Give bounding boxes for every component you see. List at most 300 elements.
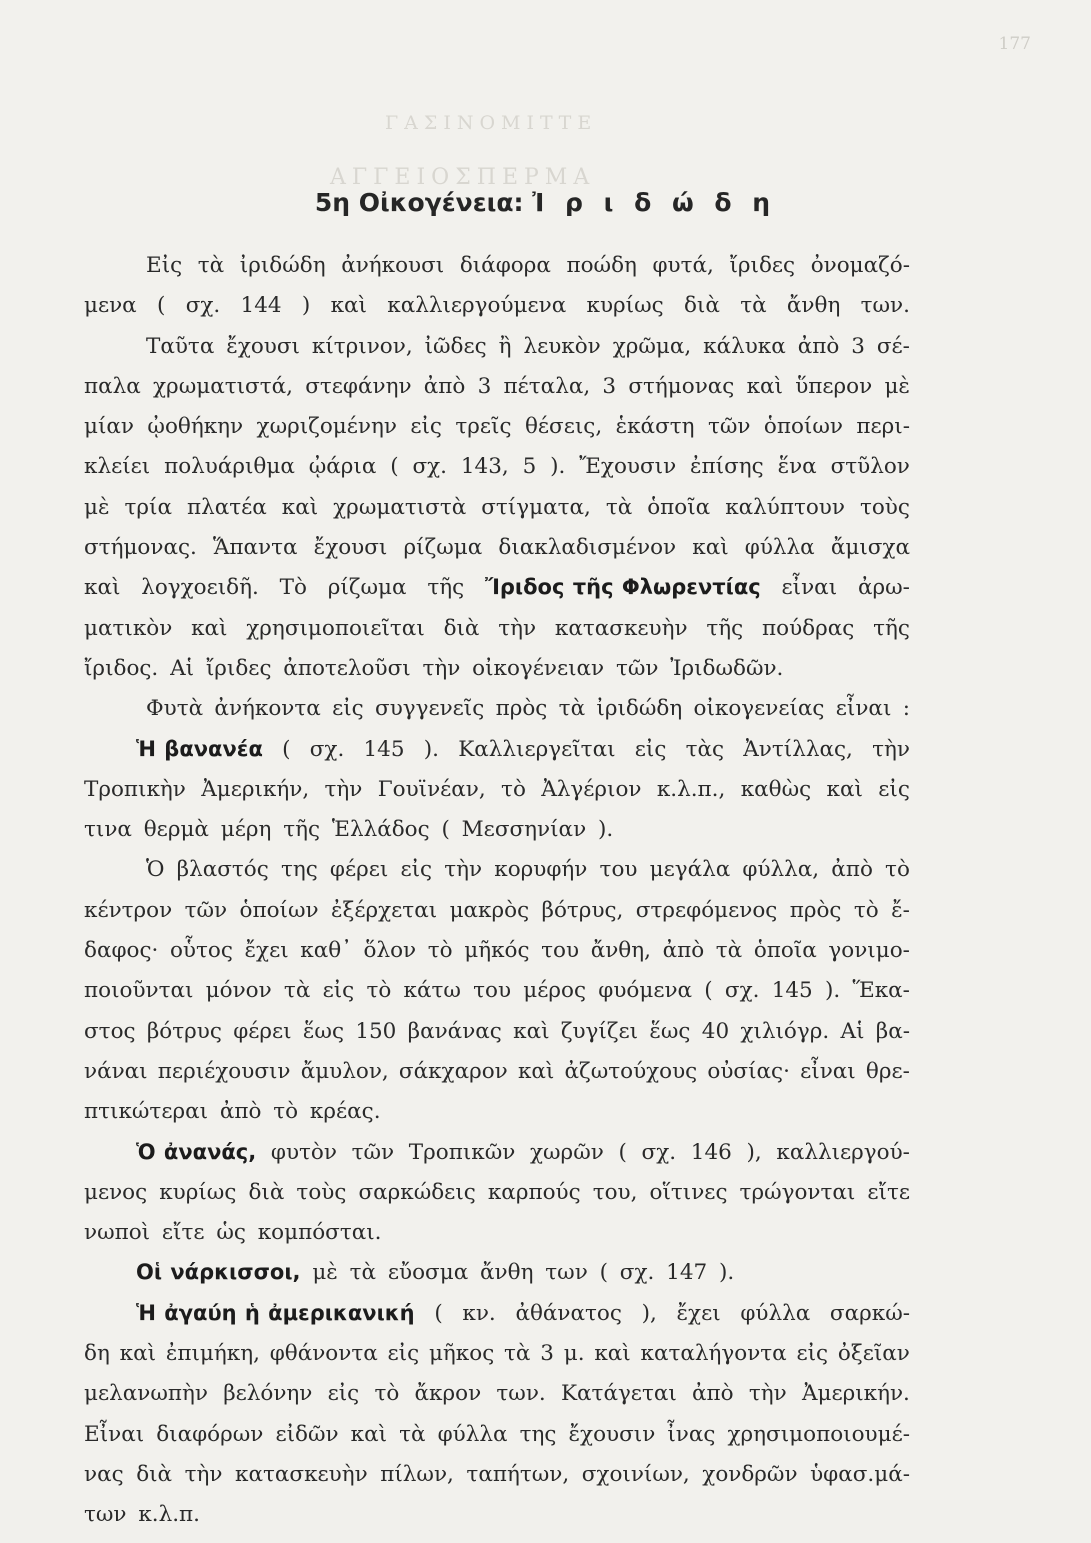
- word: στήμονας: [628, 373, 735, 399]
- word: τὴν: [184, 1461, 223, 1487]
- word: μίαν: [84, 414, 134, 440]
- word: ἢ: [498, 333, 512, 359]
- word: τοὺς: [296, 1179, 347, 1205]
- word: ὁποῖα: [647, 494, 711, 520]
- word: καὶ: [517, 1058, 555, 1084]
- word: ἴριδος.: [84, 655, 159, 681]
- word: μέρος: [523, 978, 587, 1004]
- word: ὁποίων: [763, 414, 843, 440]
- word: μῆκος: [428, 1341, 495, 1367]
- word: περι-: [856, 414, 910, 440]
- word: καὶ: [330, 293, 367, 319]
- word: ).: [824, 978, 841, 1004]
- word: εἰς: [322, 978, 355, 1004]
- word: 3: [477, 373, 492, 399]
- word: τὰ: [399, 1421, 426, 1447]
- text-line: [84, 253, 910, 293]
- word: καλύπτουν: [725, 494, 845, 520]
- text-line: [84, 857, 910, 897]
- word: τὰ: [605, 494, 633, 520]
- word: του: [599, 857, 638, 883]
- word: χωρῶν: [530, 1139, 604, 1165]
- word: οἰκογενείας: [693, 696, 825, 722]
- text-line: [84, 1301, 910, 1341]
- text-line: [84, 575, 910, 615]
- text-line: [84, 737, 910, 777]
- word: ἀπὸ: [831, 857, 873, 883]
- word: κυρίως: [159, 1179, 237, 1205]
- word: κλείει: [84, 454, 151, 480]
- word: ἰριδώδη: [239, 253, 326, 278]
- word: ).: [597, 817, 614, 843]
- word: θέσεις,: [524, 414, 603, 440]
- word: ),: [746, 1139, 762, 1165]
- text-line: [84, 1099, 910, 1139]
- word: λογχοειδῆ.: [141, 575, 259, 601]
- word: ὁποίων: [239, 897, 319, 923]
- word: Ἅπαντα: [212, 535, 298, 561]
- text-line: [84, 293, 910, 333]
- word: ὅλον: [363, 938, 417, 964]
- word: τὰ: [715, 938, 743, 964]
- word: ὑφασ.μά-: [810, 1461, 910, 1487]
- word: πούδρας: [762, 615, 855, 641]
- word: τοὺς: [859, 494, 910, 520]
- word: κατασκευὴν: [554, 615, 688, 641]
- word: φυόμενα: [598, 978, 693, 1004]
- word: ἕως: [649, 1018, 691, 1044]
- word: εἴτε: [161, 1220, 205, 1246]
- text-line: [84, 414, 910, 454]
- word: νωποὶ: [84, 1220, 151, 1246]
- word: καὶ: [513, 1018, 550, 1044]
- word: καρπούς: [487, 1179, 581, 1205]
- word: συγγενεῖς: [375, 696, 485, 722]
- word: φύλλα: [437, 1421, 508, 1447]
- word: ἰῶδες: [424, 333, 487, 359]
- word: καὶ: [746, 373, 783, 399]
- word: ἔ-: [891, 897, 910, 923]
- word: τῆς: [873, 615, 910, 641]
- word: καλλιεργούμενα: [387, 293, 567, 319]
- word: (: [618, 1139, 627, 1165]
- word: νάναι: [84, 1058, 148, 1084]
- text-line: [84, 898, 910, 938]
- word: τὸ: [853, 897, 879, 923]
- word: τὴν: [872, 736, 910, 762]
- word: τῶν: [615, 655, 659, 681]
- word: διακλαδισμένον: [498, 535, 677, 561]
- word: εἰς: [400, 857, 433, 883]
- word: εἴτε: [867, 1179, 910, 1205]
- word: Ἑλλάδος: [331, 817, 430, 843]
- word: τῆς: [706, 615, 744, 641]
- word: δη: [84, 1341, 110, 1367]
- word: 3: [851, 333, 865, 359]
- bold-term: Ἡ ἀγαύη ἡ ἀμερικανική: [136, 1300, 415, 1325]
- word: 5: [522, 454, 537, 480]
- word: κορυφήν: [494, 857, 588, 883]
- word: κίτρινον,: [311, 333, 413, 359]
- word: ).: [423, 736, 439, 762]
- word: τὰ: [197, 253, 225, 278]
- word: του,: [592, 1179, 638, 1205]
- word: (: [282, 736, 291, 762]
- word: τὴν: [422, 655, 461, 681]
- word: ἕνα: [777, 454, 817, 480]
- word: ὕπερον: [795, 373, 873, 399]
- word: τῆς: [283, 817, 321, 843]
- word: 145: [363, 736, 405, 762]
- word: ἀθάνατος: [515, 1300, 622, 1326]
- word: σχ.: [641, 1139, 677, 1165]
- word: πρὸς: [495, 696, 548, 722]
- word: εἶναι: [800, 1058, 856, 1084]
- text-line: [84, 1381, 910, 1421]
- word: μελανωπὴν: [84, 1381, 208, 1407]
- word: ἕως: [302, 1018, 345, 1044]
- word: σχ.: [185, 293, 221, 319]
- word: ἐπίσης: [690, 454, 764, 480]
- word: εἰς: [332, 696, 364, 722]
- word: κάλυκα: [703, 333, 786, 359]
- word: ἰριδώδη: [596, 696, 683, 722]
- text-line: [84, 535, 910, 575]
- word: στῦλον: [830, 454, 910, 480]
- word: των.: [860, 293, 910, 319]
- word: ἀνήκοντα: [214, 696, 321, 722]
- text-line: [84, 374, 910, 414]
- word: ἄμυλον,: [300, 1058, 389, 1084]
- word: ζυγίζει: [560, 1018, 639, 1044]
- bold-term: Οἱ νάρκισσοι,: [136, 1260, 301, 1285]
- word: σαρκώδεις: [358, 1179, 476, 1205]
- bold-term: Ἴριδος τῆς Φλωρεντίας: [484, 575, 761, 600]
- word: ἄκρον: [414, 1381, 482, 1407]
- word: κατασκευὴν: [235, 1461, 368, 1487]
- word: των: [545, 1260, 588, 1286]
- word: τὴν: [324, 776, 363, 802]
- word: του: [473, 978, 512, 1004]
- word: Φυτὰ: [146, 696, 204, 722]
- word: δαφος·: [84, 938, 159, 964]
- word: ἀπὸ: [423, 373, 466, 399]
- text-line: [84, 1462, 910, 1502]
- word: τὰ: [504, 1341, 531, 1367]
- word: φυτὸν: [270, 1139, 337, 1165]
- word: Γουϊνέαν,: [377, 776, 486, 802]
- word: Ταῦτα: [146, 333, 215, 359]
- word: σαρκώ-: [829, 1300, 910, 1326]
- show-through-text: ΑΓΓΕΙΟΣΠΕΡΜΑ: [330, 165, 596, 190]
- word: σχ.: [619, 1260, 655, 1286]
- word: χρῶμα,: [612, 333, 692, 359]
- word: ἄμισχα: [830, 535, 910, 561]
- word: καὶ: [191, 615, 228, 641]
- word: χωριζομένην: [256, 414, 397, 440]
- word: της: [280, 857, 318, 883]
- word: ἀπὸ: [692, 1381, 734, 1407]
- text-line: [84, 495, 910, 535]
- show-through-text: ΓΑΣΙΝΟΜΙΤΤΕ: [385, 112, 598, 134]
- word: καὶ: [350, 1421, 388, 1447]
- word: ἀρω-: [857, 575, 910, 601]
- word: κυρίως: [586, 293, 664, 319]
- word: μόνον: [205, 978, 272, 1004]
- word: μ.: [563, 1341, 585, 1367]
- word: τὰ: [740, 293, 767, 319]
- word: εἶναι: [781, 575, 838, 601]
- word: ἀπὸ: [219, 1099, 262, 1125]
- word: ἐπιμήκη,: [165, 1341, 260, 1367]
- word: τὸ: [374, 1381, 400, 1407]
- word: Ἔχουσιν: [579, 454, 677, 480]
- word: φύλλα: [740, 1300, 811, 1326]
- word: τὸ: [885, 857, 910, 883]
- word: καὶ: [281, 494, 319, 520]
- word: σχ.: [724, 978, 760, 1004]
- text-line: [84, 978, 910, 1018]
- word: 147: [666, 1260, 708, 1286]
- word: εὔοσμα: [387, 1260, 469, 1286]
- word: μὲ: [884, 373, 910, 399]
- word: τῶν: [707, 414, 751, 440]
- word: φύλλα,: [742, 857, 820, 883]
- word: τρώγονται: [739, 1179, 856, 1205]
- word: χρωματιστά,: [153, 373, 293, 399]
- text-line: [84, 777, 910, 817]
- word: Ὁ: [146, 857, 165, 883]
- word: ἀπὸ: [662, 938, 705, 964]
- word: διὰ: [683, 293, 720, 319]
- word: εἰς: [410, 414, 442, 440]
- word: καὶ: [119, 1341, 157, 1367]
- word: κν.: [462, 1300, 496, 1326]
- word: φύλλα: [744, 535, 815, 561]
- word: Αἱ: [840, 1018, 865, 1044]
- word: Ἕκα-: [852, 978, 910, 1004]
- text-line: [84, 938, 910, 978]
- word: παλα: [84, 373, 141, 399]
- word: τὰ: [283, 978, 311, 1004]
- word: ἴριδες: [205, 655, 272, 681]
- word: ὡς: [216, 1220, 246, 1246]
- word: μὲ: [84, 494, 110, 520]
- word: Τροπικὴν: [84, 776, 186, 802]
- word: νας: [84, 1461, 124, 1487]
- text-line: [84, 1341, 910, 1381]
- word: Τροπικῶν: [408, 1139, 516, 1165]
- word: καὶ: [826, 776, 863, 802]
- word: καθ᾽: [300, 938, 352, 964]
- word: (: [390, 454, 399, 480]
- word: στρεφόμενος: [635, 897, 778, 923]
- word: κάτω: [403, 978, 461, 1004]
- word: πλατέα: [186, 494, 267, 520]
- word: γονιμο-: [828, 938, 910, 964]
- text-line: [84, 656, 910, 696]
- word: των.: [496, 1381, 546, 1407]
- word: μενος: [84, 1179, 148, 1205]
- word: εἰς: [387, 1341, 420, 1367]
- word: εἰς: [878, 776, 910, 802]
- word: διὰ: [443, 615, 480, 641]
- word: χρωματιστὰ: [333, 494, 467, 520]
- word: 146: [690, 1139, 732, 1165]
- word: ρίζωμα: [403, 535, 483, 561]
- word: οἵτινες: [649, 1179, 728, 1205]
- word: ),: [641, 1300, 657, 1326]
- chapter-heading: [0, 188, 1091, 217]
- word: πτικώτεραι: [84, 1099, 209, 1125]
- word: 3: [602, 373, 617, 399]
- word: ᾠοθήκην: [147, 414, 244, 440]
- word: Τὸ: [279, 575, 307, 601]
- word: σχ.: [412, 454, 448, 480]
- word: ἄνθη: [480, 1260, 534, 1286]
- word: τινα: [84, 817, 132, 843]
- word: οὗτος: [169, 938, 233, 964]
- word: Ἀλγέριον: [541, 776, 642, 802]
- word: διαφόρων: [156, 1421, 264, 1447]
- word: τὸ: [427, 938, 453, 964]
- word: βλαστός: [176, 857, 269, 883]
- word: στήμονας.: [84, 535, 197, 561]
- word: σχ.: [309, 736, 345, 762]
- word: τρεῖς: [455, 414, 512, 440]
- word: Αἱ: [170, 655, 195, 681]
- word: ματικὸν: [84, 615, 173, 641]
- word: Ἰριδωδῶν.: [670, 655, 784, 681]
- word: τὴν: [444, 857, 483, 883]
- text-line: [84, 1220, 910, 1260]
- word: χονδρῶν: [702, 1461, 798, 1487]
- heading-family-name: Ἰ ρ ι δ ώ δ η: [532, 188, 777, 217]
- word: στεφάνην: [305, 373, 412, 399]
- word: τῆς: [427, 575, 465, 601]
- word: μέρη: [220, 817, 272, 843]
- word: Ἀντίλλας,: [743, 736, 853, 762]
- word: καλλιεργού-: [776, 1139, 910, 1165]
- word: χρησιμοποιεῖται: [246, 615, 425, 641]
- word: καὶ: [692, 535, 729, 561]
- text-line: [84, 1059, 910, 1099]
- word: (: [704, 978, 713, 1004]
- text-line: [84, 1180, 910, 1220]
- word: καὶ: [84, 575, 121, 601]
- word: ἑκάστη: [615, 414, 695, 440]
- word: Ἀμερικήν,: [201, 776, 310, 802]
- word: τῶν: [351, 1139, 395, 1165]
- word: πολυάριθμα: [164, 454, 295, 480]
- word: σχοινίων,: [581, 1461, 690, 1487]
- word: Ἀμερικήν.: [801, 1381, 910, 1407]
- word: φέρει: [329, 857, 389, 883]
- word: διὰ: [136, 1461, 173, 1487]
- text-line: [84, 334, 910, 374]
- word: τὴν: [498, 615, 537, 641]
- word: τὰ: [558, 696, 586, 722]
- word: ᾠάρια: [308, 454, 377, 480]
- word: ἔχουσιν: [568, 1421, 656, 1447]
- page-number: 177: [998, 34, 1031, 54]
- word: 3: [540, 1341, 554, 1367]
- word: τρία: [124, 494, 172, 520]
- text-line: [84, 616, 910, 656]
- word: των: [84, 1502, 127, 1528]
- word: τὸ: [501, 776, 526, 802]
- word: ἀπὸ: [797, 333, 840, 359]
- word: μὲ: [312, 1260, 338, 1286]
- word: ἴριδες: [729, 253, 796, 278]
- word: στίγματα,: [481, 494, 591, 520]
- word: (: [441, 817, 450, 843]
- word: πρὸς: [789, 897, 842, 923]
- word: ἶνας: [667, 1421, 716, 1447]
- text-line: [84, 1260, 910, 1300]
- word: (: [157, 293, 166, 319]
- word: βότρυς,: [541, 897, 624, 923]
- word: ρίζωμα: [327, 575, 407, 601]
- word: :: [902, 696, 910, 722]
- word: τὴν: [748, 1381, 787, 1407]
- word: φέρει: [233, 1018, 292, 1044]
- word: καὶ: [594, 1341, 631, 1367]
- word: βα-: [875, 1018, 910, 1044]
- bold-term: Ἡ βανανέα: [136, 736, 263, 761]
- word: κ.λ.π.: [138, 1502, 201, 1528]
- word: ἔχει: [676, 1300, 721, 1326]
- word: ἄνθη: [786, 293, 841, 319]
- word: ).: [550, 454, 566, 480]
- word: λευκὸν: [523, 333, 601, 359]
- word: ἔχει: [244, 938, 289, 964]
- word: κ.λ.π.,: [656, 776, 726, 802]
- word: τὰς: [685, 736, 725, 762]
- word: κομπόσται.: [257, 1220, 382, 1246]
- word: βότρυς: [146, 1018, 222, 1044]
- word: ὀξεῖαν: [837, 1341, 910, 1367]
- word: 143,: [460, 454, 509, 480]
- word: ἔχουσι: [226, 333, 300, 359]
- word: εἰδῶν: [275, 1421, 339, 1447]
- word: ὁποῖα: [753, 938, 817, 964]
- word: 144: [240, 293, 282, 319]
- word: σάκχαρον: [398, 1058, 508, 1084]
- heading-prefix: 5η Οἰκογένεια:: [314, 188, 524, 217]
- word: καταλήγοντα: [640, 1341, 787, 1367]
- word: χιλιόγρ.: [740, 1018, 830, 1044]
- word: ταπήτων,: [466, 1461, 570, 1487]
- text-line: [84, 1140, 910, 1180]
- word: καθὼς: [740, 776, 812, 802]
- word: πίλων,: [380, 1461, 454, 1487]
- word: ).: [719, 1260, 735, 1286]
- word: ἀποτελοῦσι: [283, 655, 411, 681]
- word: Εἶναι: [84, 1421, 145, 1447]
- word: Μεσσηνίαν: [461, 817, 587, 843]
- word: εἰς: [796, 1341, 829, 1367]
- word: εἰς: [327, 1381, 360, 1407]
- word: οὐσίας·: [707, 1058, 790, 1084]
- word: ἔχουσι: [313, 535, 388, 561]
- word: της: [519, 1421, 557, 1447]
- word: Κατάγεται: [560, 1381, 677, 1407]
- word: περιέχουσιν: [157, 1058, 291, 1084]
- word: μεγάλα: [649, 857, 731, 883]
- word: κέντρον: [84, 897, 173, 923]
- text-line: [84, 454, 910, 494]
